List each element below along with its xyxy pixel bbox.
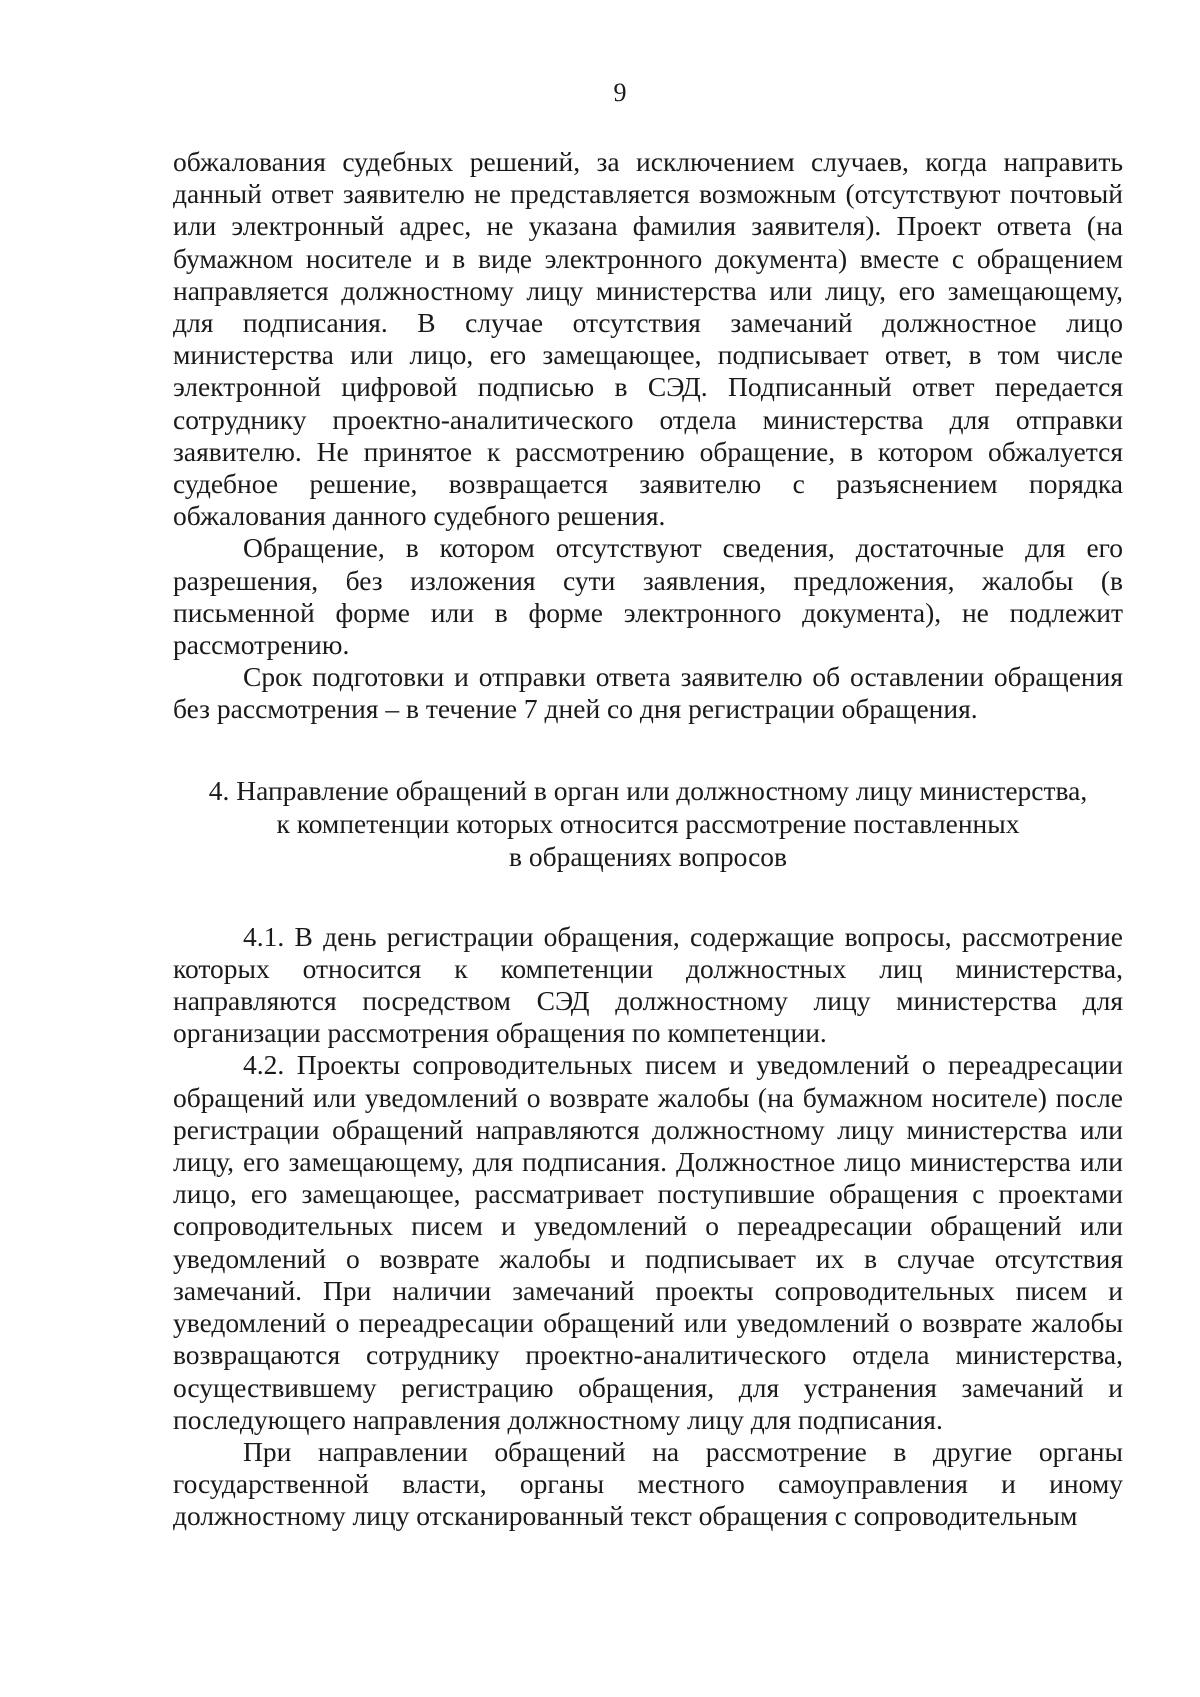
section-4-heading-line-2: к компетенции которых относится рассмотрение поставленных — [276, 807, 1020, 839]
paragraph-4-2: 4.2. Проекты сопроводительных писем и уведомлений о переадресации обращений или уведомлений о возврате жалобы (на бумажном носителе) после регистрации обращений направляются должностному лицу министерства или лицу, его замещающему, для подписания. Должностное лицо министерства или лицо, его замещающее, рассматривает поступившие обращения с проектами сопроводительных писем и уведомлений о переадресации обращений или уведомлений о возврате жалобы и подписывает их в случае отсутствия замечаний. При наличии замечаний проекты сопроводительных писем и уведомлений о переадресации обращений или уведомлений о возврате жалобы возвращаются сотруднику проектно-аналитического отдела министерства, осуществившему регистрацию обращения, для устранения замечаний и последующего направления должностному лицу для подписания. — [173, 1049, 1123, 1435]
section-4-heading-line-3: в обращениях вопросов — [508, 840, 788, 872]
paragraph-insufficient-info: Обращение, в котором отсутствуют сведения, достаточные для его разрешения, без изложения сути заявления, предложения, жалобы (в письменной форме или в форме электронного документа), не подлежит рассмотрению. — [173, 532, 1123, 661]
page-number: 9 — [613, 78, 627, 107]
paragraph-continuation: обжалования судебных решений, за исключением случаев, когда направить данный ответ заявителю не представляется возможным (отсутствуют почтовый или электронный адрес, не указана фамилия заявителя). Проект ответа (на бумажном носителе и в виде электронного документа) вместе с обращением направляется должностному лицу министерства или лицу, его замещающему, для подписания. В случае отсутствия замечаний должностное лицо министерства или лицо, его замещающее, подписывает ответ, в том числе электронной цифровой подписью в СЭД. Подписанный ответ передается сотруднику проектно-аналитического отдела министерства для отправки заявителю. Не принятое к рассмотрению обращение, в котором обжалуется судебное решение, возвращается заявителю с разъяснением порядка обжалования данного судебного решения. — [173, 146, 1123, 532]
section-4-heading-line-1: 4. Направление обращений в орган или должностному лицу министерства, — [208, 774, 1088, 806]
paragraph-4-3: При направлении обращений на рассмотрение в другие органы государственной власти, органы местного самоуправления и иному должностному лицу отсканированный текст обращения с сопроводительным — [173, 1435, 1123, 1532]
document-body — [173, 146, 1123, 1533]
paragraph-4-1: 4.1. В день регистрации обращения, содержащие вопросы, рассмотрение которых относится к компетенции должностных лиц министерства, направляются посредством СЭД должностному лицу министерства для организации рассмотрения обращения по компетенции. — [173, 920, 1123, 1049]
section-4-heading — [173, 774, 1123, 873]
paragraph-response-deadline: Срок подготовки и отправки ответа заявителю об оставлении обращения без рассмотрения – в течение 7 дней со дня регистрации обращения. — [173, 661, 1123, 725]
